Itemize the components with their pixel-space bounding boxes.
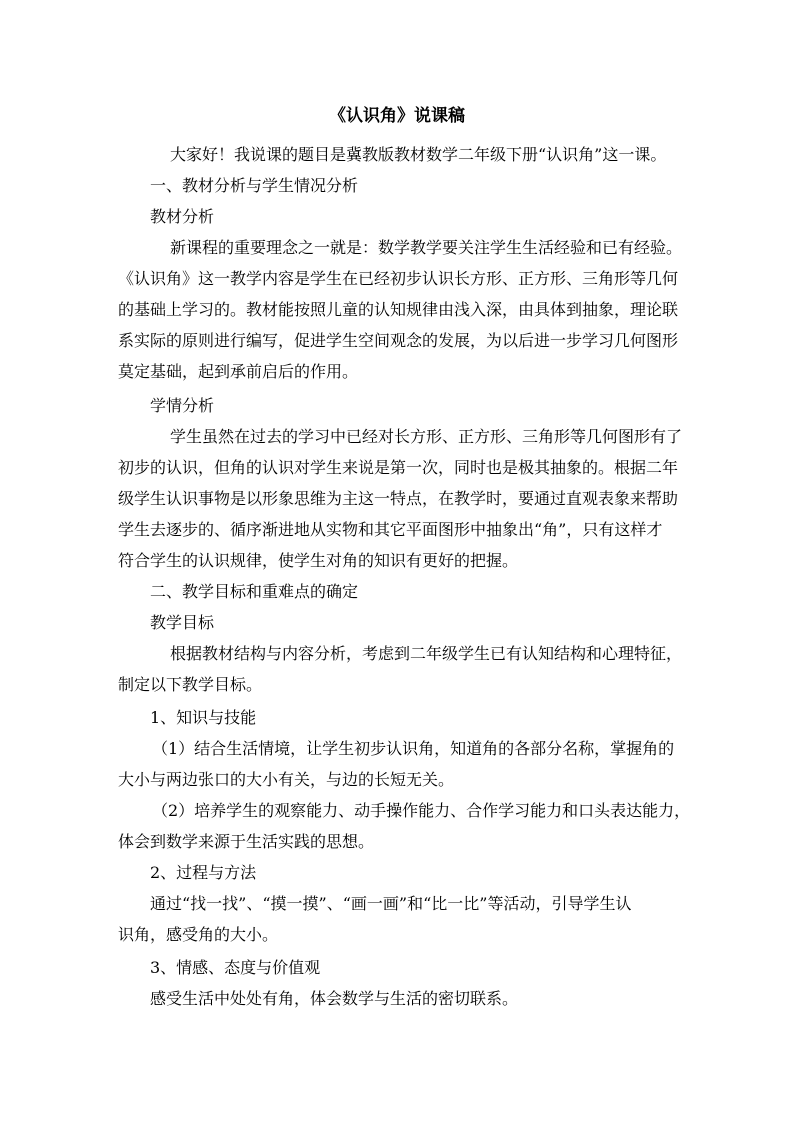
paragraph-line: 体会到数学来源于生活实践的思想。 [118,832,375,851]
subsection-heading: 教学目标 [150,613,215,632]
paragraph-line: 莫定基础，起到承前启后的作用。 [118,362,359,381]
paragraph-line: 的基础上学习的。教材能按照儿童的认知规律由浅入深，由具体到抽象，理论联 [118,300,679,319]
paragraph-line: 级学生认识事物是以形象思维为主这一特点，在教学时，要通过直观表象来帮助 [118,489,679,508]
paragraph-line: 系实际的原则进行编写，促进学生空间观念的发展，为以后进一步学习几何图形 [118,331,679,350]
list-heading: 3、情感、态度与价值观 [150,958,321,977]
document-title: 《认识角》说课稿 [329,106,465,126]
list-heading: 1、知识与技能 [150,708,257,727]
subsection-heading: 学情分析 [150,396,215,415]
paragraph-line: 大家好！我说课的题目是冀教版教材数学二年级下册“认识角”这一课。 [170,145,667,164]
paragraph-line: 学生去逐步的、循序渐进地从实物和其它平面图形中抽象出“角”，只有这样才 [118,520,663,539]
paragraph-line: 制定以下教学目标。 [118,675,263,694]
paragraph-line: 初步的认识，但角的认识对学生来说是第一次，同时也是极其抽象的。根据二年 [118,458,679,477]
section-heading: 一、教材分析与学生情况分析 [150,176,359,195]
paragraph-line: 感受生活中处处有角，体会数学与生活的密切联系。 [150,989,519,1008]
paragraph-line: （2）培养学生的观察能力、动手操作能力、合作学习能力和口头表达能力， [152,801,691,820]
list-heading: 2、过程与方法 [150,863,257,882]
paragraph-line: 学生虽然在过去的学习中已经对长方形、正方形、三角形等几何图形有了 [170,427,683,446]
section-heading: 二、教学目标和重难点的确定 [150,582,359,601]
paragraph-line: 符合学生的认识规律，使学生对角的知识有更好的把握。 [118,551,519,570]
subsection-heading: 教材分析 [150,207,215,226]
paragraph-line: 根据教材结构与内容分析，考虑到二年级学生已有认知结构和心理特征， [170,644,683,663]
paragraph-line: 《认识角》这一教学内容是学生在已经初步认识长方形、正方形、三角形等几何 [118,269,679,288]
paragraph-line: （1）结合生活情境，让学生初步认识角，知道角的各部分名称，掌握角的 [152,739,675,758]
paragraph-line: 识角，感受角的大小。 [118,925,279,944]
paragraph-line: 新课程的重要理念之一就是：数学教学要关注学生生活经验和已有经验。 [170,238,683,257]
paragraph-line: 通过“找一找”、“摸一摸”、“画一画”和“比一比”等活动，引导学生认 [150,894,632,913]
paragraph-line: 大小与两边张口的大小有关，与边的长短无关。 [118,770,455,789]
